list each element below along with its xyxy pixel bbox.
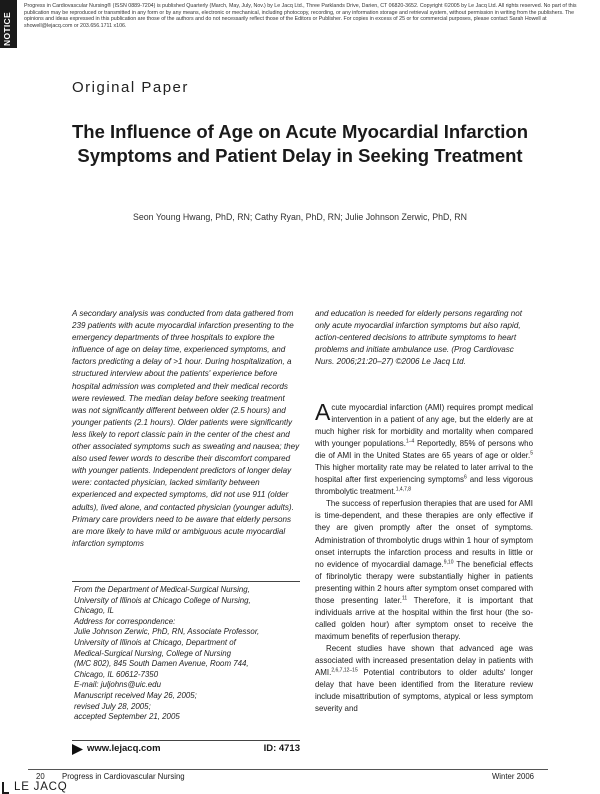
citation: 11 (402, 595, 408, 602)
web-info-row (72, 743, 300, 757)
page-number: 20 (36, 772, 45, 781)
footer-divider (28, 769, 548, 770)
author-list: Seon Young Hwang, PhD, RN; Cathy Ryan, PhD, RN; Julie Johnson Zerwic, PhD, RN (133, 212, 467, 222)
footnote-divider (72, 581, 300, 582)
journal-name: Progress in Cardiovascular Nursing (62, 772, 185, 781)
body-paragraph-1: Acute myocardial infarction (AMI) requires prompt medical intervention in a patient of any age, but the elderly are at much higher risk for morbidity and mortality when compared with younger populations.$^{1-4}$ Reportedly, 85% of persons who die of AMI in the United States are 65 years of age or older.$^5$ This higher mortality rate may be related to later arrival to the hospital after first experiencing symptoms$^6$ and less vigorous thrombolytic treatment.$^{1,4,7,8}$ (315, 399, 533, 497)
article-title: The Influence of Age on Acute Myocardial Infarction Symptoms and Patient Delay in Seeking Treatment (71, 121, 529, 166)
paper-type: Original Paper (72, 79, 189, 96)
copyright-notice: Progress in Cardiovascular Nursing® (ISSN 0889-7204) is published Quarterly (March, May, July, Nov.) by Le Jacq Ltd., Three Parklands Drive, Darien, CT 06820-3652. Copyright ©2005 by Le Jacq Ltd. All rights reserved. No part of this publication may be reproduced or transmitted in any form or by any means, electronic or mechanical, including photocopy, recording, or any information storage and retrieval system, without permission in writing from the publishers. The opinions and ideas expressed in this publication are those of the authors and do not necessarily reflect those of the Editors or Publisher. For copies in excess of 25 or for commercial purposes, please contact Sarah Howell at showell@lejacq.com or 203.656.1711 x106. (24, 3, 577, 29)
drop-cap: A (315, 399, 331, 425)
notice-tab (0, 0, 17, 48)
website-link[interactable]: www.lejacq.com (87, 743, 161, 754)
publisher-logo-icon (2, 782, 9, 794)
abstract: A secondary analysis was conducted from data gathered from 239 patients with acute myocardial infarction presenting to the emergency departments of three hospitals to explore the influence of age on delay time, experienced symptoms, and factors predicting a delay of >1 hour. During hospitalization, a structured interview about the patients' experience before hospital admission was completed and their medical records were reviewed. The median delay before seeking treatment was not significantly different between older (2.5 hours) and younger patients (2.1 hours). Older patients were significantly less likely to report classic pain in the center of the chest and other associated symptoms such as sweating and nausea; they also used fewer words to describe their discomfort compared with younger patients. Independent predictors of longer delay were: contacted physician, lacked similarity between experienced and expected symptoms, did not use 911 (older adults), lived alone, and contacted physician (younger adults). Primary care providers need to be aware that elderly persons are more likely to have mild or ambiguous acute myocardial infarction symptoms (72, 309, 300, 548)
citation: 1–4 (405, 438, 415, 445)
notice-label: NOTICE (2, 12, 12, 46)
document-id: ID: 4713 (263, 743, 300, 754)
citation: 2,6,7,12–15 (331, 667, 358, 674)
citation: 1,4,7,8 (395, 486, 412, 493)
citation: 6 (464, 474, 467, 481)
arrow-right-icon (72, 744, 83, 755)
article-body (315, 399, 534, 715)
author-affiliation-note: From the Department of Medical-Surgical Nursing, University of Illinois at Chicago College of Nursing, Chicago, IL Address for correspondence: Julie Johnson Zerwic, PhD, RN, Associate Professor, University of Illinois at Chicago, Department of Medical-Surgical Nursing, College of Nursing (M/C 802), 845 South Damen Avenue, Room 744, Chicago, IL 60612-7350 E-mail: juljohns@uic.edu Manuscript received May 26, 2005; revised July 28, 2005; accepted September 21, 2005 (74, 585, 260, 722)
abstract-continued: and education is needed for elderly persons regarding not only acute myocardial infarction symptoms but also rapid, action-centered decisions to attribute symptoms to heart problems and initiate ambulance use. (Prog Cardiovasc Nurs. 2006;21:20–27) ©2006 Le Jacq Ltd. (315, 309, 522, 367)
issue-date: Winter 2006 (491, 772, 534, 781)
body-paragraph-2: The success of reperfusion therapies that are used for AMI is time-dependent, and these therapies are only effective if they are given promptly after the onset of symptoms. Administration of thrombolytic drugs within 1 hour of symptom onset interrupts the infarction process and results in little or no evidence of myocardial damage.$^{9,10}$ The beneficial effects of fibrinolytic therapy were substantially higher in patients presenting within 2 hours after symptom onset compared with those presenting later.$^{11}$ Therefore, it is important that individuals arrive at the hospital within the first hour (the so-called golden hour) after symptom onset to receive the maximum benefits of reperfusion therapy. (315, 499, 534, 641)
citation: 9,10 (443, 558, 454, 565)
publisher-logo: LE JACQ (14, 781, 68, 793)
footnote-divider-bottom (72, 740, 300, 741)
citation: 5 (530, 450, 533, 457)
body-paragraph-3: Recent studies have shown that advanced age was associated with increased presentation delay in patients with AMI.$^{2,6,7,12-15}$ Potential contributors to older adults' longer delay that have been identified from the literature review include misattribution of symptoms, atypical or less symptom severity and (315, 643, 533, 714)
